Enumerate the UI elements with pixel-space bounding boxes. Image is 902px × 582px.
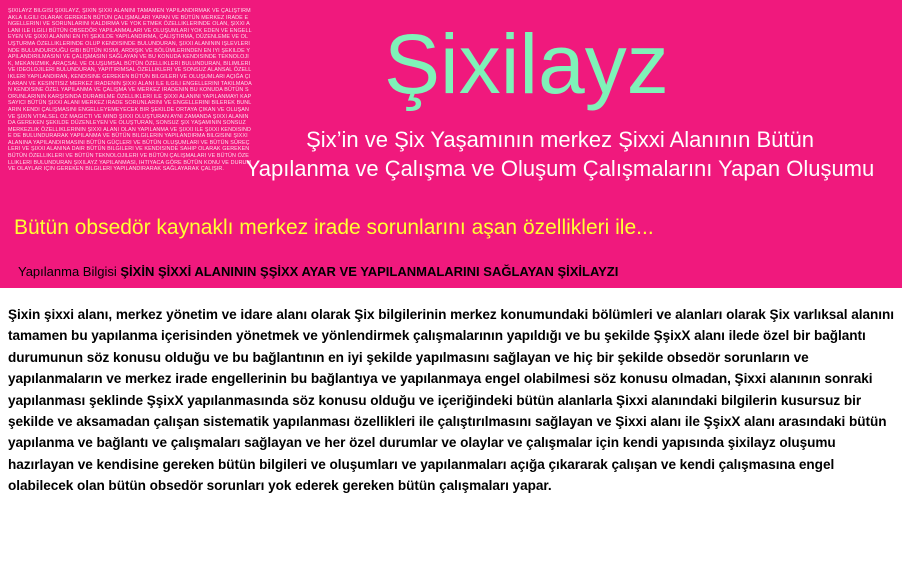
info-heading: ŞİXİN ŞİXXİ ALANININ ŞŞİXX AYAR VE YAPILANMALARINI SAĞLAYAN ŞİXİLAYZI xyxy=(120,264,619,279)
page-subtitle xyxy=(225,125,895,183)
info-label: Yapılanma Bilgisi xyxy=(18,264,117,279)
page-title: Şixilayz xyxy=(384,17,669,111)
slogan: Bütün obsedör kaynaklı merkez irade sorunlarını aşan özellikleri ile... xyxy=(14,216,654,239)
header-banner xyxy=(0,0,902,288)
info-line xyxy=(18,264,618,279)
subtitle-line-2: Yapılanma ve Çalışma ve Oluşum Çalışmalarını Yapan Oluşumu xyxy=(245,156,875,181)
banner-small-text: ŞIXILAYZ BILGISI ŞIXILAYZ, ŞIXIN ŞIXXI ALANINI TAMAMEN YAPILANDIRMAK VE ÇALIŞTIRMAKLA ILGILI OLARAK GEREKEN BÜTÜN ÇALIŞMALARI YAPAN VE BÜTÜN MERKEZ IRADE ENGELLERINI VE SORUNLARINI KALDIRMA VE YOK ETMEK ÖZELLIKLERINDE OLAN, ŞIXXI ALANI ILE ILGILI BÜTÜN OBSEDÖR YAPILANMALARI VE OLUŞUMLARI YOK EDEN VE ENGELLEYEN VE ŞIXXI ALANINI EN IYI ŞEKILDE YAPILANDIRMA, ÇALIŞTIRMA, DÜZENLEME VE OLUŞTURMA ÖZELLIKLERINDE OLUP KENDISINDE BULUNDURAN, ŞIXXI ALANININ IŞLEVLERINDE BULUNDURDUĞU GIBI BÜTÜN KISMI, ARDIŞIK VE BÖLÜMLERINDEN EN IYI ŞEKILDE YAPILANDIRILMASINI VE ÇALIŞMASINI SAĞLAYAN VE BU KONUDA KENDISINDE TEKNOLOJIK, MEKANIZMIK, ARAÇSAL VE OLUŞUMSAL BÜTÜN ÖZELLIKLERI BULUNDURAN, BILIMLERI VE IDEOLOJILERI BULUNDURAN, YAPITIRIMSAL ÖZELLIKLERI VE SONSUZ ALANSAL ÖZELLIKLERI YAPILANDIRAN, KENDISINE GEREKEN BÜTÜN BILGILERI VE OLUŞUMLARI AÇIĞA ÇIKARAN VE KESINTISIZ MERKEZ IRADENIN ŞIXXI ALANI ILE ILGILI ENGELLERINI TAKILMADAN KENDISINE ÖZEL YAPILANMA VE ÇALIŞMA VE MERKEZ IRADENIN BU KONUDA BÜTÜN SORUNLARININ KARŞISINDA DURABILME ÖZELLIKLERI ILE ŞIXXI ALANINI YAPILANMAYI KAPSAYICI BÜTÜN ŞIXXI ALANI MERKEZ IRADE SORUNLARINI VE ENGELLERINI BILEREK BUNLARIN KENDI ÇALIŞMASINI ENGELLEYEMEYECEK BIR ŞEKILDE ORTAYA ÇIKAN VE OLUŞAN VE ŞIXIN VITALSEL OZ MAGICTI VE MIND ŞIXXI OLUŞTURAN AYNI ZAMANDA ŞIXXI ALANINDA GEREKEN ŞEKILDE DÜZENLEYEN VE OLUŞTURAN, SONSUZ ŞIX YAŞAMININ SONSUZ MERKEZLIK ÖZELLIKLERININ ŞIXXI ALANI OLAN YAPILANMA VE ŞIXXI ILE ŞIXXI KENDISINDE DE BULUNDURARAK YAPILANMA VE BÜTÜN BILGILERIN YAPILANDIRMA BILGISINI ŞIXXI ALANINA YAPILANDIRMASINI BÜTÜN GÜÇLERI VE BÜTÜN OLUŞUMLARI VE BÜTÜN SÜREÇLERI VE ŞIXXI ALANINA DAIR BÜTÜN BILGILERI VE KENDISINDE SAHIP OLARAK GEREKEN BÜTÜN ÖZELLIKLERI VE BÜTÜN TEKNOLOJILERI VE BÜTÜN ÇALIŞMALARI VE BÜTÜN ÖZELLIKLERI BULUNDURAN ŞIXILAYZ YAPILANMASI, IHTIYACA GÖRE BÜTÜN KONU VE DURUM VE OLAYLAR IÇIN GEREKEN BILGILERI YAPILANDIRARAK SAĞLAYARAK ÇALIŞIR. xyxy=(8,8,252,173)
body-paragraph: Şixin şixxi alanı, merkez yönetim ve idare alanı olarak Şix bilgilerinin merkez konumundaki bölümleri ve alanları olarak Şix varlıksal alanını tamamen bu yapılanma içerisinden yönetmek ve yönlendirmek çalışmalarının yapıldığı ve bu şekilde ŞşixX alanı ilede özel bir bağlantı durumunun söz konusu olduğu ve bu bağlantının en iyi şekilde yapılmasını sağlayan ve hiç bir şekilde obsedör sorunların ve yapılanmaların ve merkez irade engellerinin bu bağlantıya ve yapılanmaya engel olabilmesi söz konusu olmadan, Şixxi alanının sonraki yapılanması şeklinde ŞşixX yapılanmasında söz konusu olduğu ve içeriğindeki bütün alanlarla Şixxi alanındaki bilgilerin kusursuz bir şekilde ve aksamadan çalışan sistematik yapılanması özellikleri ile çalıştırılmasını sağlayan ve Şixxi alanı ile ŞşixX alanı arasındaki bütün yapılanma ve bağlantı ve çalışmaları sağlayan ve her özel durumlar ve olaylar ve çalışmalar için kendi yapısında şixilayz oluşumu hazırlayan ve kendisine gereken bütün bilgileri ve oluşumları ve yapılanmaları açığa çıkararak çalışan ve kendi çalışmasına engel olabilecek olan bütün obsedör sorunları yok ederek gereken bütün çalışmaları yapar. xyxy=(8,307,894,494)
subtitle-line-1: Şix’in ve Şix Yaşamının merkez Şixxi Alanının Bütün xyxy=(306,127,814,152)
